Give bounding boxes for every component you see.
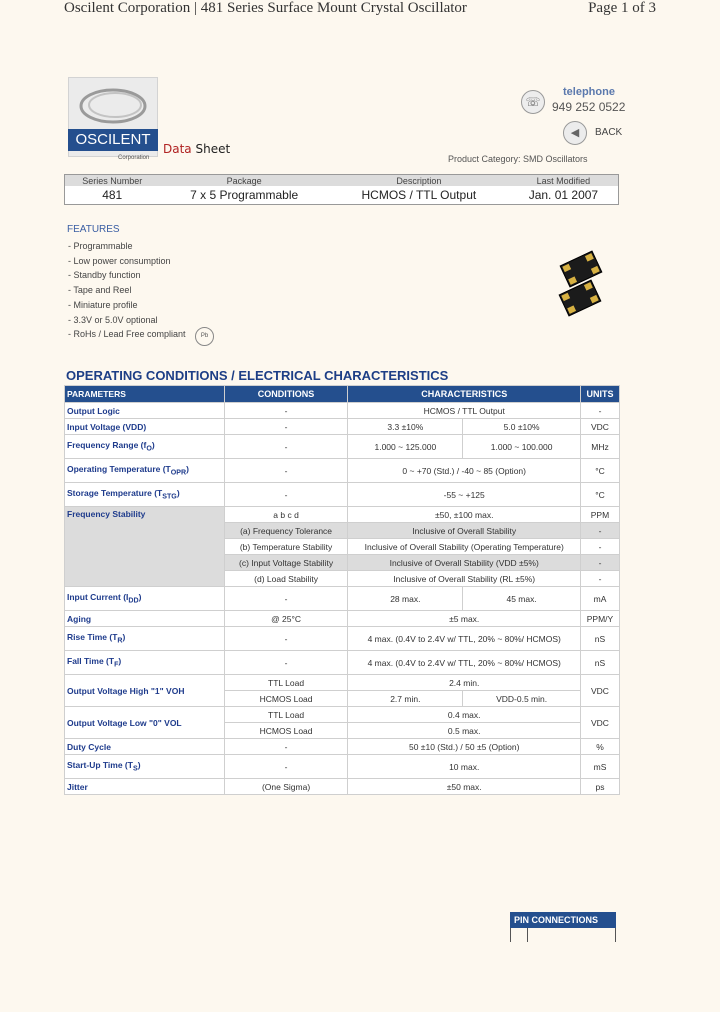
condition-cell: - [224,403,348,419]
param-text: Fall Time (T [67,656,115,667]
unit-cell: mA [580,587,619,611]
document-title: Oscilent Corporation | 481 Series Surface Mount Crystal Oscillator [64,0,467,16]
param-cell: Jitter [65,779,225,795]
param-text: Operating Temperature (T [67,464,171,475]
unit-cell: nS [580,627,619,651]
characteristic-cell: 2.4 min. [348,675,581,691]
condition-cell: (d) Load Stability [224,571,348,587]
condition-cell: (a) Frequency Tolerance [224,523,348,539]
param-cell [65,459,225,483]
table-row [65,403,620,419]
back-link[interactable]: BACK [595,127,623,138]
condition-cell: a b c d [224,507,348,523]
unit-cell: - [580,523,619,539]
table-row [65,435,620,459]
feature-item: - Programmable [68,241,133,251]
characteristic-cell: 50 ±10 (Std.) / 50 ±5 (Option) [348,739,581,755]
condition-cell: TTL Load [224,707,348,723]
logo-ring-inner [89,93,141,117]
table-row [65,459,620,483]
param-cell: Output Voltage High "1" VOH [65,675,225,707]
unit-cell: ps [580,779,619,795]
data-sheet-label [163,142,230,156]
oscillator-chip-image [560,251,603,288]
param-tail: ) [118,656,122,667]
condition-cell: (c) Input Voltage Stability [224,555,348,571]
description-header: Description [329,175,509,187]
condition-cell: HCMOS Load [224,723,348,739]
condition-cell: (b) Temperature Stability [224,539,348,555]
param-cell [65,651,225,675]
features-list [68,239,186,342]
units-header: UNITS [580,386,619,403]
param-subscript: O [146,444,152,453]
conditions-header: CONDITIONS [224,386,348,403]
feature-item: - 3.3V or 5.0V optional [68,314,158,325]
param-cell: Input Voltage (VDD) [65,419,225,435]
unit-cell: °C [580,459,619,483]
parameters-header: PARAMETERS [65,386,225,403]
condition-cell: TTL Load [224,675,348,691]
pin-connections-table [510,928,616,942]
characteristic-cell: 1.000 ~ 100.000 [463,435,581,459]
characteristic-cell: 4 max. (0.4V to 2.4V w/ TTL, 20% ~ 80%/ HCMOS) [348,627,581,651]
characteristic-cell: Inclusive of Overall Stability (VDD ±5%) [348,555,581,571]
unit-cell: - [580,571,619,587]
table-row [65,611,620,627]
condition-cell: @ 25°C [224,611,348,627]
unit-cell: % [580,739,619,755]
param-cell: Duty Cycle [65,739,225,755]
unit-cell: nS [580,651,619,675]
condition-cell: - [224,483,348,507]
param-cell [65,627,225,651]
param-tail: ) [151,440,155,451]
characteristics-header: CHARACTERISTICS [348,386,581,403]
param-cell: Output Logic [65,403,225,419]
param-cell [65,483,225,507]
feature-item: - Standby function [68,270,141,281]
unit-cell: - [580,555,619,571]
table-row [65,675,620,691]
package-value: 7 x 5 Programmable [190,188,299,202]
param-tail: ) [122,632,126,643]
condition-cell: - [224,435,348,459]
characteristic-cell: 2.7 min. [348,691,463,707]
characteristic-cell: Inclusive of Overall Stability (RL ±5%) [348,571,581,587]
param-subscript: F [114,660,119,669]
feature-item: - RoHs / Lead Free compliant [68,329,186,340]
param-subscript: OPR [170,468,187,477]
characteristic-cell: 5.0 ±10% [463,419,581,435]
unit-cell: VDC [580,707,619,739]
oscilent-logo [68,77,158,161]
characteristic-cell: 45 max. [463,587,581,611]
condition-cell: (One Sigma) [224,779,348,795]
telephone-number[interactable]: 949 252 0522 [552,100,626,114]
table-row [65,507,620,523]
unit-cell: - [580,539,619,555]
param-tail: ) [138,592,142,603]
param-subscript: DD [128,596,139,605]
description-value: HCMOS / TTL Output [361,188,477,202]
unit-cell: VDC [580,675,619,707]
unit-cell: VDC [580,419,619,435]
characteristic-cell: Inclusive of Overall Stability [348,523,581,539]
param-text: Start-Up Time (T [67,760,133,771]
unit-cell: mS [580,755,619,779]
characteristic-cell: 28 max. [348,587,463,611]
table-row [65,587,620,611]
characteristic-cell: 1.000 ~ 125.000 [348,435,463,459]
unit-cell: PPM/Y [580,611,619,627]
param-cell: Output Voltage Low "0" VOL [65,707,225,739]
characteristic-cell: ±50, ±100 max. [348,507,581,523]
unit-cell: °C [580,483,619,507]
param-text: Storage Temperature (T [67,488,163,499]
logo-brand: OSCILENT [68,129,158,151]
telephone-label: telephone [563,86,615,98]
features-title: FEATURES [67,224,120,235]
table-row [65,779,620,795]
param-subscript: S [132,764,138,773]
condition-cell: - [224,587,348,611]
param-cell: Aging [65,611,225,627]
condition-cell: - [224,627,348,651]
back-arrow-icon[interactable]: ◀ [563,121,587,145]
characteristic-cell: 0.4 max. [348,707,581,723]
sheet-word: Sheet [195,142,231,156]
table-row [65,707,620,723]
electrical-characteristics-table [64,385,620,795]
data-word: Data [163,142,192,156]
param-cell [65,587,225,611]
condition-cell: - [224,651,348,675]
condition-cell: - [224,739,348,755]
series-value: 481 [102,188,123,202]
condition-cell: HCMOS Load [224,691,348,707]
characteristic-cell: ±5 max. [348,611,581,627]
condition-cell: - [224,459,348,483]
characteristic-cell: ±50 max. [348,779,581,795]
product-category: Product Category: SMD Oscillators [448,154,588,164]
param-text: Rise Time (T [67,632,118,643]
table-row [65,755,620,779]
characteristic-cell: 0.5 max. [348,723,581,739]
param-text: Frequency Range (f [67,440,147,451]
characteristic-cell: Inclusive of Overall Stability (Operating Temperature) [348,539,581,555]
table-row [65,627,620,651]
param-text: Input Current (I [67,592,129,603]
characteristic-cell: 4 max. (0.4V to 2.4V w/ TTL, 20% ~ 80%/ HCMOS) [348,651,581,675]
table-row [65,419,620,435]
condition-cell: - [224,419,348,435]
table-row [65,651,620,675]
table-row [65,483,620,507]
package-header: Package [159,175,328,187]
condition-cell: - [224,755,348,779]
param-cell: Frequency Stability [65,507,225,587]
feature-item: - Low power consumption [68,255,171,266]
characteristic-cell: VDD-0.5 min. [463,691,581,707]
phone-icon: ☏ [521,90,545,114]
characteristic-cell: 0 ~ +70 (Std.) / -40 ~ 85 (Option) [348,459,581,483]
modified-value: Jan. 01 2007 [528,188,599,202]
lead-free-icon: Pb [195,327,214,346]
pin-connections-header: PIN CONNECTIONS [510,912,616,928]
feature-item: - Miniature profile [68,299,138,310]
table-row [65,739,620,755]
characteristic-cell: -55 ~ +125 [348,483,581,507]
section-title: OPERATING CONDITIONS / ELECTRICAL CHARACTERISTICS [66,368,449,383]
oscillator-chip-image [559,280,602,317]
modified-header: Last Modified [509,175,619,187]
param-cell [65,435,225,459]
logo-corporation: Corporation [118,155,150,161]
feature-item: - Tape and Reel [68,285,132,296]
page-number: Page 1 of 3 [588,0,656,16]
param-subscript: R [117,636,123,645]
characteristic-cell: HCMOS / TTL Output [348,403,581,419]
unit-cell: - [580,403,619,419]
unit-cell: MHz [580,435,619,459]
param-tail: ) [137,760,141,771]
param-subscript: STG [162,492,177,501]
param-cell [65,755,225,779]
param-tail: ) [176,488,180,499]
param-tail: ) [186,464,189,475]
unit-cell: PPM [580,507,619,523]
characteristic-cell: 3.3 ±10% [348,419,463,435]
series-header: Series Number [65,175,160,187]
series-info-table [64,174,619,205]
characteristic-cell: 10 max. [348,755,581,779]
